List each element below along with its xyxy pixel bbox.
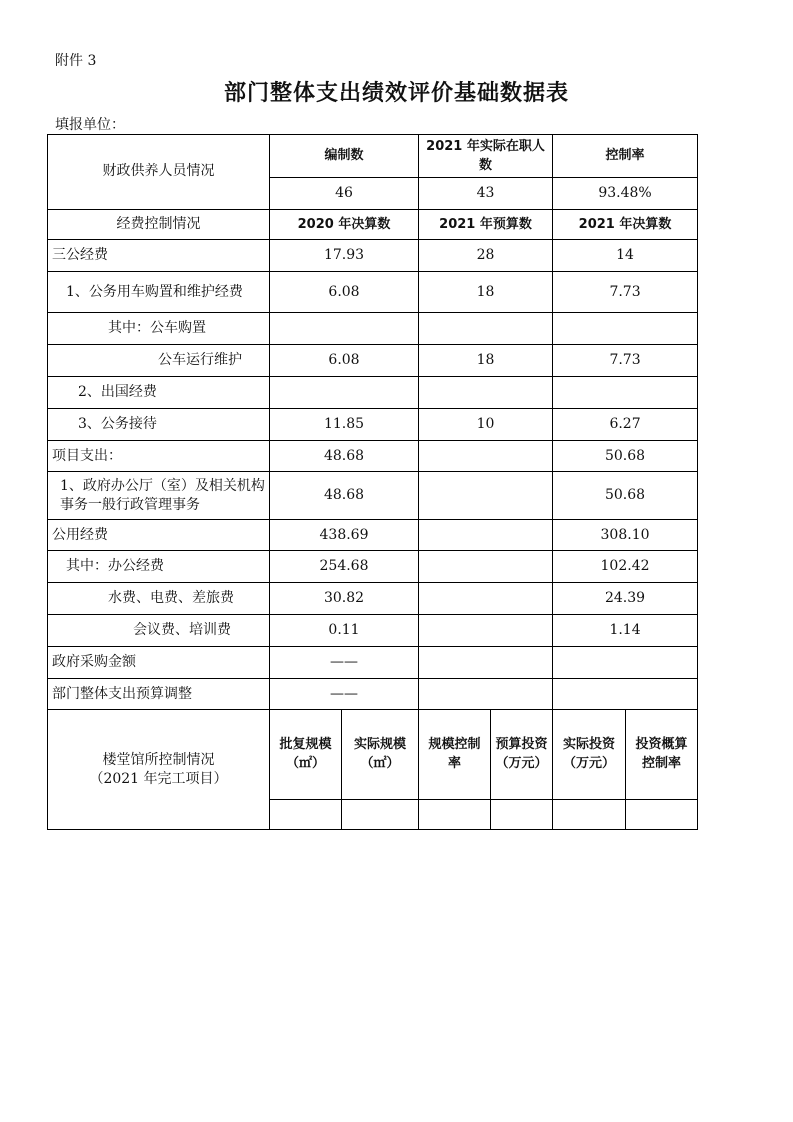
row-label: 1、政府办公厅（室）及相关机构事务一般行政管理事务	[48, 472, 270, 520]
budget-header-2021-plan: 2021 年预算数	[419, 209, 553, 239]
row-value-2021-final	[553, 646, 698, 678]
staff-header-rate: 控制率	[553, 135, 698, 178]
fill-unit-label: 填报单位：	[55, 117, 125, 133]
data-table	[47, 134, 698, 830]
building-cell	[342, 799, 419, 830]
row-value-2021-final: 7.73	[553, 271, 698, 313]
row-value-2021-plan	[419, 582, 553, 614]
table-row	[48, 377, 698, 408]
row-value-2020: 30.82	[270, 582, 419, 614]
staff-header-quota: 编制数	[270, 135, 419, 178]
row-value-2021-plan: 18	[419, 344, 553, 376]
row-value-2021-final: 1.14	[553, 615, 698, 646]
row-value-2021-plan: 28	[419, 240, 553, 271]
row-label: 公车运行维护	[48, 344, 270, 376]
row-value-2020	[270, 377, 419, 408]
row-value-2021-plan	[419, 519, 553, 550]
table-row	[48, 240, 698, 271]
row-value-2020: 254.68	[270, 551, 419, 582]
row-value-2020: ——	[270, 678, 419, 709]
row-value-2021-final: 7.73	[553, 344, 698, 376]
building-header-investment-rate: 投资概算控制率	[626, 710, 698, 799]
row-value-2021-plan: 10	[419, 408, 553, 440]
building-cell	[491, 799, 553, 830]
building-header-actual-scale: 实际规模（㎡）	[342, 710, 419, 799]
row-value-2021-final: 14	[553, 240, 698, 271]
budget-header-2020: 2020 年决算数	[270, 209, 419, 239]
table-row	[48, 472, 698, 520]
row-value-2021-final: 24.39	[553, 582, 698, 614]
row-value-2020: 11.85	[270, 408, 419, 440]
row-value-2021-final: 102.42	[553, 551, 698, 582]
row-value-2021-final	[553, 313, 698, 344]
row-label: 政府采购金额	[48, 646, 270, 678]
row-value-2021-plan	[419, 377, 553, 408]
building-label-line1: 楼堂馆所控制情况	[102, 751, 215, 768]
building-header-approved-scale: 批复规模（㎡）	[270, 710, 342, 799]
row-value-2021-plan	[419, 472, 553, 520]
table-row	[48, 678, 698, 709]
building-label	[48, 710, 270, 830]
building-cell	[626, 799, 698, 830]
row-label: 会议费、培训费	[48, 615, 270, 646]
row-label: 部门整体支出预算调整	[48, 678, 270, 709]
row-label: 3、公务接待	[48, 408, 270, 440]
row-value-2021-plan	[419, 313, 553, 344]
row-value-2020: 17.93	[270, 240, 419, 271]
row-value-2020: ——	[270, 646, 419, 678]
building-header-scale-rate: 规模控制率	[419, 710, 491, 799]
row-value-2021-plan	[419, 551, 553, 582]
table-row	[48, 582, 698, 614]
table-row	[48, 408, 698, 440]
building-header-budget-investment: 预算投资（万元）	[491, 710, 553, 799]
row-value-2020: 48.68	[270, 440, 419, 471]
building-header-actual-investment: 实际投资（万元）	[553, 710, 626, 799]
table-row	[48, 440, 698, 471]
staff-value-quota: 46	[270, 177, 419, 209]
row-value-2020: 438.69	[270, 519, 419, 550]
row-label: 三公经费	[48, 240, 270, 271]
building-cell	[419, 799, 491, 830]
row-value-2020: 48.68	[270, 472, 419, 520]
row-value-2021-plan	[419, 440, 553, 471]
page-title: 部门整体支出绩效评价基础数据表	[223, 81, 569, 106]
row-label: 2、出国经费	[48, 377, 270, 408]
row-label: 项目支出：	[48, 440, 270, 471]
table-row	[48, 519, 698, 550]
table-row	[48, 313, 698, 344]
staff-value-actual: 43	[419, 177, 553, 209]
table-row	[48, 271, 698, 313]
row-value-2021-final: 50.68	[553, 472, 698, 520]
attachment-label: 附件 3	[55, 53, 97, 69]
table-row	[48, 615, 698, 646]
building-cell	[270, 799, 342, 830]
budget-label: 经费控制情况	[48, 209, 270, 239]
row-value-2020: 0.11	[270, 615, 419, 646]
budget-header-2021-final: 2021 年决算数	[553, 209, 698, 239]
row-label: 其中：办公经费	[48, 551, 270, 582]
building-cell	[553, 799, 626, 830]
row-value-2021-final	[553, 678, 698, 709]
row-label: 水费、电费、差旅费	[48, 582, 270, 614]
row-value-2021-final	[553, 377, 698, 408]
row-value-2021-plan: 18	[419, 271, 553, 313]
staff-label: 财政供养人员情况	[48, 135, 270, 210]
row-value-2021-final: 308.10	[553, 519, 698, 550]
table-row	[48, 551, 698, 582]
table-row	[48, 344, 698, 376]
row-value-2021-plan	[419, 678, 553, 709]
row-value-2020: 6.08	[270, 344, 419, 376]
row-value-2021-final: 50.68	[553, 440, 698, 471]
row-label: 1、公务用车购置和维护经费	[48, 271, 270, 313]
staff-value-rate: 93.48%	[553, 177, 698, 209]
staff-header-actual: 2021 年实际在职人数	[419, 135, 553, 178]
row-value-2021-final: 6.27	[553, 408, 698, 440]
row-value-2020: 6.08	[270, 271, 419, 313]
row-value-2021-plan	[419, 646, 553, 678]
row-label: 其中：公车购置	[48, 313, 270, 344]
row-value-2020	[270, 313, 419, 344]
table-row	[48, 646, 698, 678]
building-label-line2: （2021 年完工项目）	[89, 770, 228, 787]
row-value-2021-plan	[419, 615, 553, 646]
row-label: 公用经费	[48, 519, 270, 550]
